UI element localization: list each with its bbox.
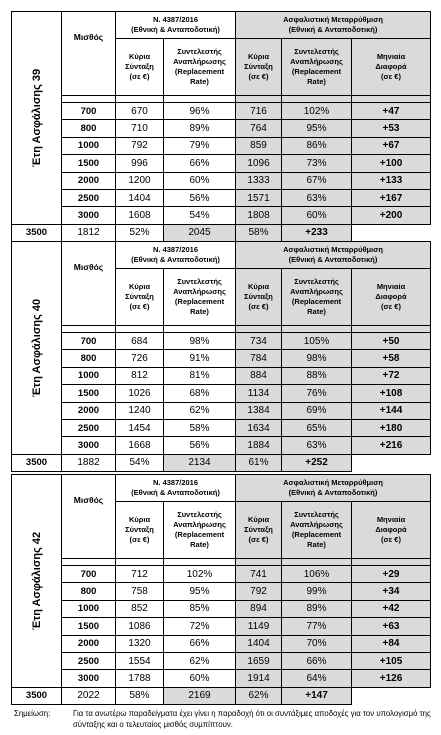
table-row (12, 600, 431, 617)
rate-a-cell: 91% (164, 350, 236, 367)
pension-a-cell: 1788 (116, 670, 164, 687)
salary-cell: 700 (62, 333, 116, 350)
rate-header-b: Συντελεστής Αναπλήρωσης (Replacement Rate) (282, 502, 352, 559)
rate-a-cell: 58% (116, 687, 164, 704)
table-row (12, 652, 431, 669)
pension-b-cell: 1634 (236, 419, 282, 436)
rate-a-cell: 56% (164, 189, 236, 206)
difference-cell: +100 (352, 155, 431, 172)
pension-b-cell: 1571 (236, 189, 282, 206)
rate-a-cell: 68% (164, 385, 236, 402)
pension-a-cell: 792 (116, 137, 164, 154)
insurance-reform-header: Ασφαλιστική Μεταρρύθμιση (Εθνική & Ανταποδοτική) (236, 12, 431, 39)
pension-a-cell: 812 (116, 367, 164, 384)
spacer-cell (236, 326, 282, 333)
spacer-cell (164, 96, 236, 103)
rate-b-cell: 62% (236, 687, 282, 704)
monthly-difference-header: Μηνιαία Διαφορά (σε €) (352, 269, 431, 326)
insurance-years-label (12, 475, 62, 688)
rate-a-cell: 98% (164, 333, 236, 350)
rate-a-cell: 60% (164, 172, 236, 189)
spacer-cell (116, 96, 164, 103)
salary-cell: 700 (62, 103, 116, 120)
table-row (12, 333, 431, 350)
rate-a-cell: 60% (164, 670, 236, 687)
spacer-cell (352, 326, 431, 333)
comparison-table (11, 474, 431, 705)
pension-a-cell: 712 (116, 566, 164, 583)
pension-b-cell: 1914 (236, 670, 282, 687)
pension-b-cell: 1659 (236, 652, 282, 669)
pension-b-cell: 734 (236, 333, 282, 350)
salary-cell: 800 (62, 120, 116, 137)
table-row (12, 120, 431, 137)
rate-a-cell: 66% (164, 155, 236, 172)
difference-cell: +42 (352, 600, 431, 617)
pension-a-cell: 1668 (116, 437, 164, 454)
pension-b-cell: 1134 (236, 385, 282, 402)
insurance-years-text: Έτη Ασφάλισης 40 (30, 298, 43, 397)
rate-b-cell: 102% (282, 103, 352, 120)
salary-cell: 3000 (62, 670, 116, 687)
pension-a-cell: 1608 (116, 207, 164, 224)
insurance-years-text: Έτη Ασφάλισης 39 (30, 68, 43, 167)
pension-a-cell: 852 (116, 600, 164, 617)
table-row (12, 670, 431, 687)
pension-b-cell: 784 (236, 350, 282, 367)
rate-a-cell: 54% (164, 207, 236, 224)
spacer-cell (62, 326, 116, 333)
pension-table-3 (11, 474, 430, 705)
difference-cell: +167 (352, 189, 431, 206)
difference-cell: +53 (352, 120, 431, 137)
pension-b-cell: 859 (236, 137, 282, 154)
salary-cell: 2000 (62, 635, 116, 652)
salary-cell: 2500 (62, 652, 116, 669)
difference-cell: +108 (352, 385, 431, 402)
rate-a-cell: 102% (164, 566, 236, 583)
footnote-label: Σημείωση: (14, 709, 51, 718)
salary-cell: 3000 (62, 207, 116, 224)
pension-header-a: Κύρια Σύνταξη (σε €) (116, 502, 164, 559)
rate-header-b: Συντελεστής Αναπλήρωσης (Replacement Rate) (282, 269, 352, 326)
pension-b-cell: 1808 (236, 207, 282, 224)
table-row (12, 350, 431, 367)
rate-a-cell: 66% (164, 635, 236, 652)
pension-b-cell: 1096 (236, 155, 282, 172)
spacer-cell (62, 96, 116, 103)
law-4387-header: Ν. 4387/2016 (Εθνική & Ανταποδοτική) (116, 475, 236, 502)
insurance-reform-header: Ασφαλιστική Μεταρρύθμιση (Εθνική & Ανταποδοτική) (236, 242, 431, 269)
salary-header: Μισθός (62, 12, 116, 96)
rate-b-cell: 63% (282, 437, 352, 454)
rate-a-cell: 62% (164, 402, 236, 419)
pension-b-cell: 1149 (236, 618, 282, 635)
pension-a-cell: 710 (116, 120, 164, 137)
pension-table-1 (11, 11, 430, 242)
salary-cell: 3000 (62, 437, 116, 454)
rate-b-cell: 99% (282, 583, 352, 600)
rate-b-cell: 70% (282, 635, 352, 652)
pension-b-cell: 884 (236, 367, 282, 384)
table-row (12, 566, 431, 583)
rate-b-cell: 73% (282, 155, 352, 172)
pension-a-cell: 996 (116, 155, 164, 172)
difference-cell: +180 (352, 419, 431, 436)
rate-b-cell: 64% (282, 670, 352, 687)
pension-a-cell: 1026 (116, 385, 164, 402)
pension-a-cell: 670 (116, 103, 164, 120)
pension-a-cell: 1454 (116, 419, 164, 436)
pension-a-cell: 684 (116, 333, 164, 350)
salary-header: Μισθός (62, 475, 116, 559)
table-row (12, 155, 431, 172)
table-row (12, 687, 431, 704)
pension-b-cell: 792 (236, 583, 282, 600)
table-row (12, 224, 431, 241)
difference-cell: +34 (352, 583, 431, 600)
rate-b-cell: 61% (236, 454, 282, 471)
table-row (12, 207, 431, 224)
pension-header-b: Κύρια Σύνταξη (σε €) (236, 269, 282, 326)
pension-b-cell: 1384 (236, 402, 282, 419)
difference-cell: +126 (352, 670, 431, 687)
insurance-years-label (12, 12, 62, 225)
table-row (12, 635, 431, 652)
table-row (12, 385, 431, 402)
monthly-difference-header: Μηνιαία Διαφορά (σε €) (352, 502, 431, 559)
difference-cell: +84 (352, 635, 431, 652)
salary-cell: 1000 (62, 367, 116, 384)
pension-a-cell: 1240 (116, 402, 164, 419)
rate-b-cell: 77% (282, 618, 352, 635)
table-row (12, 402, 431, 419)
spacer-cell (236, 96, 282, 103)
rate-a-cell: 54% (116, 454, 164, 471)
rate-b-cell: 76% (282, 385, 352, 402)
difference-cell: +216 (352, 437, 431, 454)
table-row (12, 437, 431, 454)
insurance-years-label (12, 242, 62, 455)
salary-header: Μισθός (62, 242, 116, 326)
difference-cell: +67 (352, 137, 431, 154)
pension-a-cell: 1200 (116, 172, 164, 189)
rate-b-cell: 89% (282, 600, 352, 617)
rate-a-cell: 58% (164, 419, 236, 436)
rate-b-cell: 69% (282, 402, 352, 419)
rate-header-a: Συντελεστής Αναπλήρωσης (Replacement Rate) (164, 502, 236, 559)
pension-b-cell: 894 (236, 600, 282, 617)
rate-a-cell: 96% (164, 103, 236, 120)
spacer-cell (352, 559, 431, 566)
pension-b-cell: 1884 (236, 437, 282, 454)
difference-cell: +133 (352, 172, 431, 189)
spacer-cell (352, 96, 431, 103)
table-row (12, 419, 431, 436)
salary-cell: 2000 (62, 172, 116, 189)
difference-cell: +58 (352, 350, 431, 367)
salary-cell: 3500 (12, 687, 62, 704)
pension-header-b: Κύρια Σύνταξη (σε €) (236, 502, 282, 559)
spacer-cell (116, 559, 164, 566)
pension-a-cell: 1404 (116, 189, 164, 206)
pension-a-cell: 1812 (62, 224, 116, 241)
insurance-reform-header: Ασφαλιστική Μεταρρύθμιση (Εθνική & Ανταποδοτική) (236, 475, 431, 502)
table-row (12, 172, 431, 189)
difference-cell: +252 (282, 454, 352, 471)
difference-cell: +144 (352, 402, 431, 419)
rate-a-cell: 52% (116, 224, 164, 241)
pension-table-2 (11, 241, 430, 472)
pension-a-cell: 758 (116, 583, 164, 600)
pension-header-a: Κύρια Σύνταξη (σε €) (116, 39, 164, 96)
rate-header-a: Συντελεστής Αναπλήρωσης (Replacement Rate) (164, 39, 236, 96)
rate-b-cell: 98% (282, 350, 352, 367)
law-4387-header: Ν. 4387/2016 (Εθνική & Ανταποδοτική) (116, 242, 236, 269)
table-row (12, 618, 431, 635)
insurance-years-text: Έτη Ασφάλισης 42 (30, 531, 43, 630)
salary-cell: 1000 (62, 600, 116, 617)
rate-a-cell: 85% (164, 600, 236, 617)
spacer-cell (282, 326, 352, 333)
rate-b-cell: 60% (282, 207, 352, 224)
rate-b-cell: 65% (282, 419, 352, 436)
pension-a-cell: 726 (116, 350, 164, 367)
spacer-cell (164, 559, 236, 566)
salary-cell: 3500 (12, 454, 62, 471)
salary-cell: 800 (62, 350, 116, 367)
table-row (12, 137, 431, 154)
difference-cell: +200 (352, 207, 431, 224)
salary-cell: 1500 (62, 385, 116, 402)
difference-cell: +50 (352, 333, 431, 350)
pension-b-cell: 716 (236, 103, 282, 120)
spacer-cell (62, 559, 116, 566)
rate-a-cell: 56% (164, 437, 236, 454)
pension-b-cell: 2134 (164, 454, 236, 471)
rate-a-cell: 81% (164, 367, 236, 384)
pension-header-b: Κύρια Σύνταξη (σε €) (236, 39, 282, 96)
difference-cell: +63 (352, 618, 431, 635)
rate-a-cell: 72% (164, 618, 236, 635)
difference-cell: +233 (282, 224, 352, 241)
salary-cell: 1500 (62, 155, 116, 172)
table-row (12, 583, 431, 600)
pension-header-a: Κύρια Σύνταξη (σε €) (116, 269, 164, 326)
pension-b-cell: 1333 (236, 172, 282, 189)
spacer-cell (282, 559, 352, 566)
pension-b-cell: 741 (236, 566, 282, 583)
salary-cell: 3500 (12, 224, 62, 241)
rate-b-cell: 66% (282, 652, 352, 669)
table-row (12, 103, 431, 120)
rate-a-cell: 62% (164, 652, 236, 669)
rate-b-cell: 95% (282, 120, 352, 137)
rate-header-b: Συντελεστής Αναπλήρωσης (Replacement Rate) (282, 39, 352, 96)
table-row (12, 367, 431, 384)
rate-b-cell: 86% (282, 137, 352, 154)
salary-cell: 800 (62, 583, 116, 600)
rate-b-cell: 67% (282, 172, 352, 189)
footnote-text: Για τα ανωτέρω παραδείγματα έχει γίνει η παραδοχή ότι οι συντάξιμες αποδοχές για τον υπολογισμό της σύνταξης και ο τελευταίος μισθός συμπίπτουν. (73, 709, 431, 729)
pension-a-cell: 1320 (116, 635, 164, 652)
pension-b-cell: 2169 (164, 687, 236, 704)
difference-cell: +29 (352, 566, 431, 583)
salary-cell: 700 (62, 566, 116, 583)
rate-a-cell: 79% (164, 137, 236, 154)
rate-a-cell: 89% (164, 120, 236, 137)
comparison-table (11, 11, 431, 242)
rate-b-cell: 58% (236, 224, 282, 241)
spacer-cell (164, 326, 236, 333)
table-row (12, 189, 431, 206)
pension-b-cell: 1404 (236, 635, 282, 652)
difference-cell: +147 (282, 687, 352, 704)
pension-b-cell: 2045 (164, 224, 236, 241)
comparison-table (11, 241, 431, 472)
salary-cell: 2500 (62, 419, 116, 436)
monthly-difference-header: Μηνιαία Διαφορά (σε €) (352, 39, 431, 96)
salary-cell: 1500 (62, 618, 116, 635)
rate-a-cell: 95% (164, 583, 236, 600)
difference-cell: +105 (352, 652, 431, 669)
rate-b-cell: 63% (282, 189, 352, 206)
spacer-cell (236, 559, 282, 566)
pension-a-cell: 1554 (116, 652, 164, 669)
rate-b-cell: 105% (282, 333, 352, 350)
pension-a-cell: 1086 (116, 618, 164, 635)
table-row (12, 454, 431, 471)
spacer-cell (282, 96, 352, 103)
salary-cell: 2500 (62, 189, 116, 206)
salary-cell: 2000 (62, 402, 116, 419)
salary-cell: 1000 (62, 137, 116, 154)
difference-cell: +72 (352, 367, 431, 384)
pension-a-cell: 2022 (62, 687, 116, 704)
rate-header-a: Συντελεστής Αναπλήρωσης (Replacement Rate) (164, 269, 236, 326)
rate-b-cell: 88% (282, 367, 352, 384)
difference-cell: +47 (352, 103, 431, 120)
rate-b-cell: 106% (282, 566, 352, 583)
pension-a-cell: 1882 (62, 454, 116, 471)
spacer-cell (116, 326, 164, 333)
law-4387-header: Ν. 4387/2016 (Εθνική & Ανταποδοτική) (116, 12, 236, 39)
pension-b-cell: 764 (236, 120, 282, 137)
